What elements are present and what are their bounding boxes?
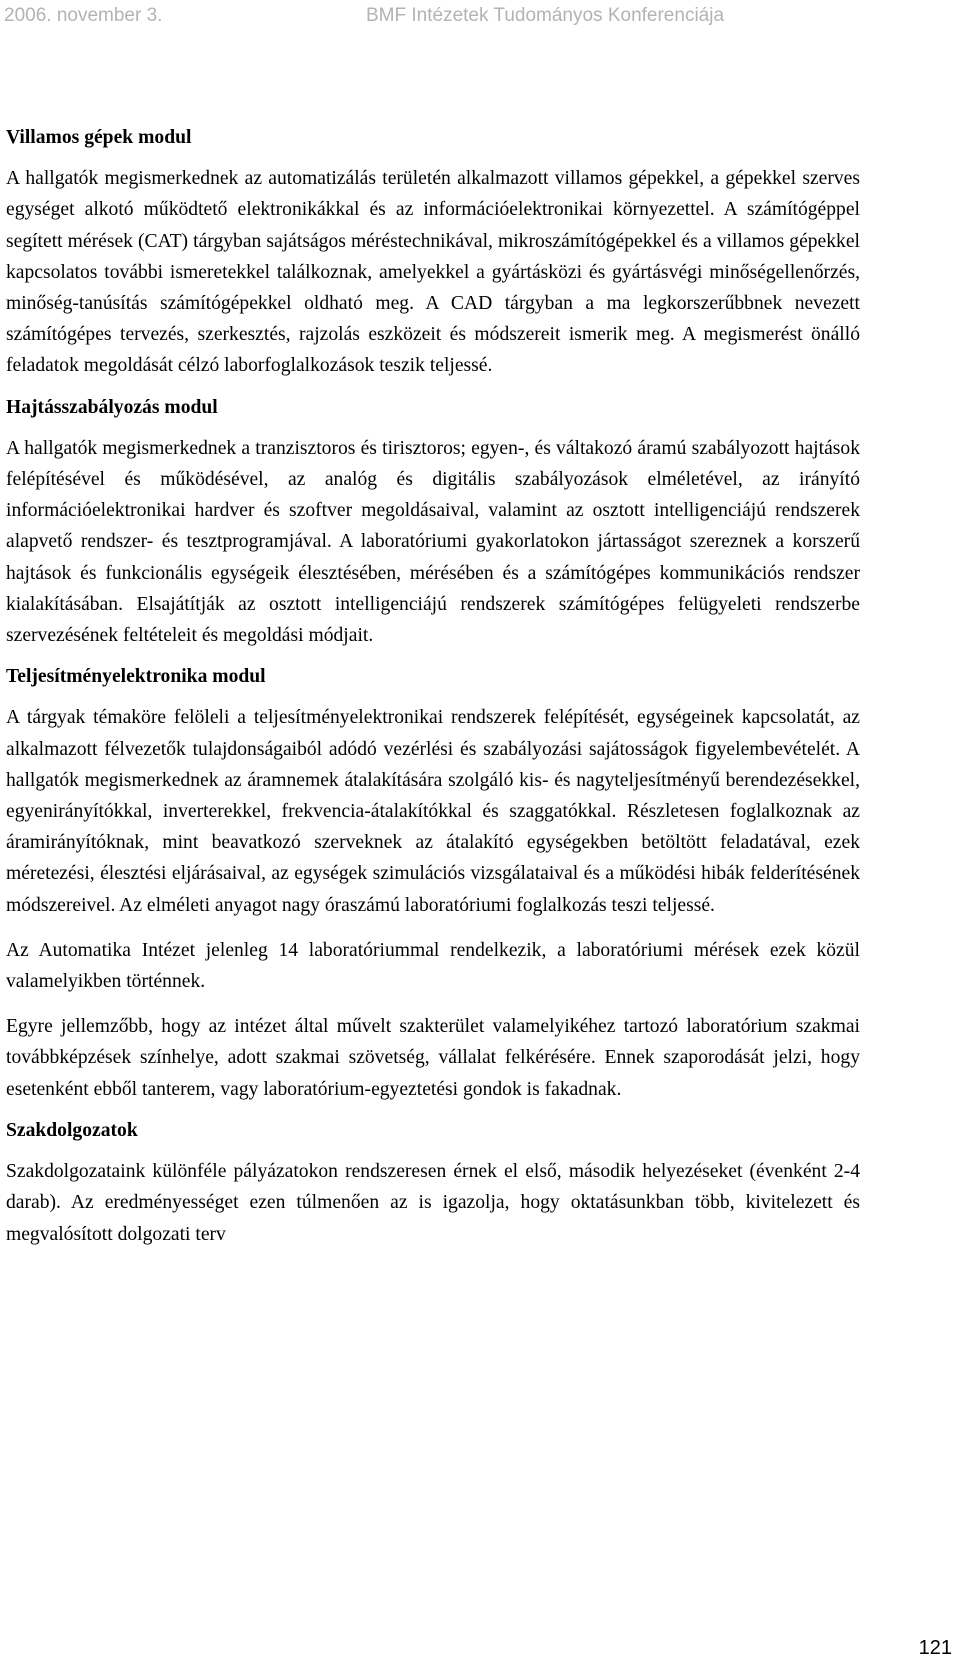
paragraph-hajtasszabalyozas: A hallgatók megismerkednek a tranzisztoros és tirisztoros; egyen-, és váltakozó áramú szabályozott hajtások felépítésével és működésével, az analóg és digitális szabályozások elméletével, az irányító információelektronikai hardver és szoftver megoldásaival, valamint az osztott intelligenciájú rendszerek alapvető rendszer- és tesztprogramjával. A laboratóriumi gyakorlatokon jártasságot szereznek a korszerű hajtások és funkcionális egységeik élesztésében, mérésében és a számítógépes kommunikációs rendszer kialakításában. Elsajátítják az osztott intelligenciájú rendszerek számítógépes felügyeleti rendszerbe szervezésének feltételeit és megoldási módjait. xyxy=(6,437,860,647)
section-heading-villamos-gepek: Villamos gépek modul xyxy=(6,127,192,148)
paragraph-tovabbkepzesek: Egyre jellemzőbb, hogy az intézet által művelt szakterület valamelyikéhez tartozó laboratórium szakmai továbbképzések színhelye, adott szakmai szövetség, vállalat felkérésére. Ennek szaporodását jelzi, hogy esetenként ebből tanterem, vagy laboratórium-egyeztetési gondok is fakadnak. xyxy=(6,1016,860,1100)
page-number: 121 xyxy=(918,1637,952,1659)
paragraph-szakdolgozatok: Szakdolgozataink különféle pályázatokon rendszeresen érnek el első, második helyezéseket (évenként 2-4 darab). Az eredményességet ezen túlmenően az is igazolja, hogy oktatásunkban több, kivitelezett és megvalósított dolgozati terv xyxy=(6,1161,860,1245)
section-heading-hajtasszabalyozas: Hajtásszabályozás modul xyxy=(6,396,218,418)
document-body xyxy=(6,122,860,1250)
paragraph-teljesitmenyelektronika: A tárgyak témaköre felöleli a teljesítményelektronikai rendszerek felépítését, egységeinek kapcsolatát, az alkalmazott félvezetők tulajdonságaiból adódó vezérlési és szabályozási sajátosságok figyelembevételét. A hallgatók megismerkednek az áramnemek átalakítására szolgáló kis- és nagyteljesítményű berendezésekkel, egyenirányítókkal, inverterekkel, frekvencia-átalakítókkal és szaggatókkal. Részletesen foglalkoznak az áramirányítóknak, mint beavatkozó szerveknek az átalakító egységekben betöltött feladatával, ezek méretezési, élesztési eljárásaival, az egységek szimulációs vizsgálataival és a működési hibák felderítésének módszereivel. Az elméleti anyagot nagy óraszámú laboratóriumi foglalkozás teszi teljessé. xyxy=(6,707,860,916)
page-header xyxy=(0,0,960,40)
paragraph-laboratoriumok: Az Automatika Intézet jelenleg 14 laboratóriummal rendelkezik, a laboratóriumi mérések ezek közül valamelyikben történnek. xyxy=(6,939,860,993)
paragraph-villamos-gepek: A hallgatók megismerkednek az automatizálás területén alkalmazott villamos gépekkel, a gépekkel szerves egységet alkotó működtető elektronikákkal és az információelektronikai környezettel. A számítógéppel segített mérések (CAT) tárgyban sajátságos méréstechnikával, mikroszámítógépekkel és a villamos gépekkel kapcsolatos további ismeretekkel találkoznak, amelyekkel a gyártásközi és gyártásvégi minőségellenőrzés, minőség-tanúsítás számítógépekkel oldható meg. A CAD tárgyban a ma legkorszerűbbnek nevezett számítógépes tervezés, szerkesztés, rajzolás eszközeit és módszereit ismerik meg. A megismerést önálló feladatok megoldását célzó laborfoglalkozások teszik teljessé. xyxy=(6,168,860,377)
header-date: 2006. november 3. xyxy=(4,5,163,26)
section-heading-teljesitmenyelektronika: Teljesítményelektronika modul xyxy=(6,666,266,688)
header-conference-title: BMF Intézetek Tudományos Konferenciája xyxy=(366,5,725,26)
section-heading-szakdolgozatok: Szakdolgozatok xyxy=(6,1119,138,1141)
